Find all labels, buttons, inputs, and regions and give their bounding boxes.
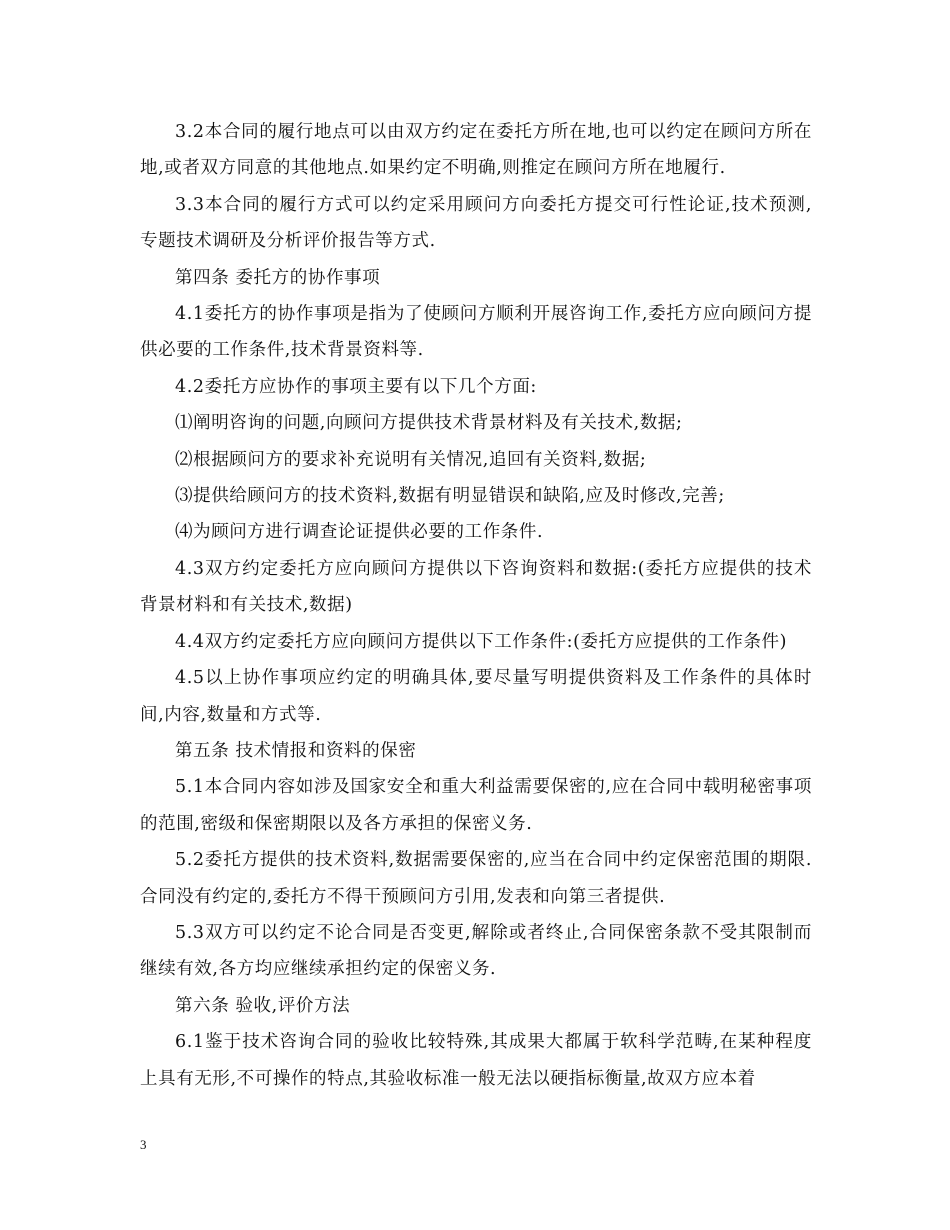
list-item-2: ⑵根据顾问方的要求补充说明有关情况,追回有关资料,数据; <box>175 449 647 470</box>
document-body <box>140 114 812 1097</box>
paragraph-4-1: 4.1委托方的协作事项是指为了使顾问方顺利开展咨询工作,委托方应向顾问方提供必要的工作条件,技术背景资料等. <box>140 304 812 361</box>
paragraph-5-2: 5.2委托方提供的技术资料,数据需要保密的,应当在合同中约定保密范围的期限.合同没有约定的,委托方不得干预顾问方引用,发表和向第三者提供. <box>140 850 812 907</box>
list-item-1: ⑴阐明咨询的问题,向顾问方提供技术背景材料及有关技术,数据; <box>175 413 683 434</box>
paragraph-4-5: 4.5以上协作事项应约定的明确具体,要尽量写明提供资料及工作条件的具体时间,内容,数量和方式等. <box>140 668 812 725</box>
paragraph-4-4: 4.4双方约定委托方应向顾问方提供以下工作条件:(委托方应提供的工作条件) <box>175 631 788 652</box>
paragraph-3-3: 3.3本合同的履行方式可以约定采用顾问方向委托方提交可行性论证,技术预测,专题技术调研及分析评价报告等方式. <box>140 194 812 252</box>
list-item-3: ⑶提供给顾问方的技术资料,数据有明显错误和缺陷,应及时修改,完善; <box>175 486 725 507</box>
paragraph-4-3: 4.3双方约定委托方应向顾问方提供以下咨询资料和数据:(委托方应提供的技术背景材料和有关技术,数据) <box>140 558 812 616</box>
paragraph-3-2: 3.2本合同的履行地点可以由双方约定在委托方所在地,也可以约定在顾问方所在地,或者双方同意的其他地点.如果约定不明确,则推定在顾问方所在地履行. <box>140 122 812 179</box>
list-item-4: ⑷为顾问方进行调查论证提供必要的工作条件. <box>175 522 544 543</box>
paragraph-5-3: 5.3双方可以约定不论合同是否变更,解除或者终止,合同保密条款不受其限制而继续有效,各方均应继续承担约定的保密义务. <box>140 922 812 980</box>
article-5-heading: 第五条 技术情报和资料的保密 <box>175 740 417 761</box>
paragraph-6-1: 6.1鉴于技术咨询合同的验收比较特殊,其成果大都属于软科学范畴,在某种程度上具有无形,不可操作的特点,其验收标准一般无法以硬指标衡量,故双方应本着 <box>140 1032 812 1089</box>
article-6-heading: 第六条 验收,评价方法 <box>175 995 351 1016</box>
page-number: 3 <box>140 1137 147 1152</box>
article-4-heading: 第四条 委托方的协作事项 <box>175 267 381 288</box>
paragraph-5-1: 5.1本合同内容如涉及国家安全和重大利益需要保密的,应在合同中载明秘密事项的范围,密级和保密期限以及各方承担的保密义务. <box>140 777 812 834</box>
paragraph-4-2: 4.2委托方应协作的事项主要有以下几个方面: <box>175 376 537 397</box>
